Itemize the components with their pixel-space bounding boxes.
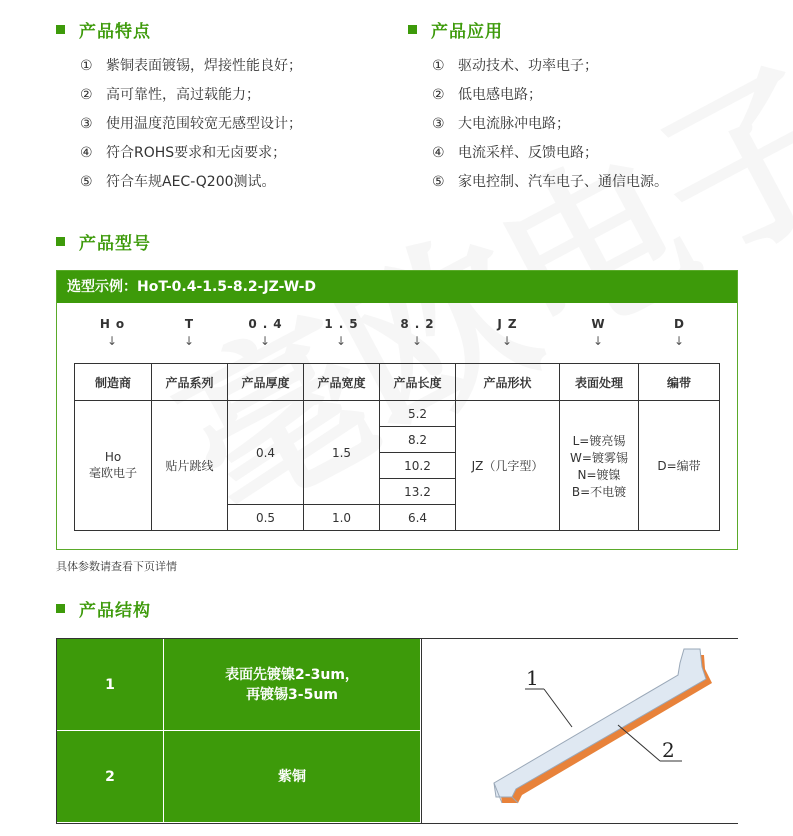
features-list <box>80 52 302 197</box>
width-cell: 1.5 <box>304 401 380 505</box>
section-marker-icon <box>56 604 65 613</box>
figure-label-2: 2 <box>662 738 675 762</box>
column-header: 制造商 <box>75 364 152 401</box>
section-marker-icon <box>56 237 65 246</box>
section-marker-icon <box>56 25 65 34</box>
column-header: 产品厚度 <box>228 364 304 401</box>
list-item: ① 紫铜表面镀锡，焊接性能良好； <box>80 58 302 74</box>
list-item: ③ 大电流脉冲电路； <box>432 116 570 132</box>
width-cell: 1.0 <box>304 505 380 531</box>
thickness-cell: 0.4 <box>228 401 304 505</box>
code-cell: JZ ↓ <box>477 316 537 349</box>
code-cell: 8.2 ↓ <box>387 316 447 349</box>
column-header: 产品形状 <box>456 364 560 401</box>
tape-cell: D=编带 <box>639 401 720 531</box>
model-section-title <box>56 229 151 253</box>
list-item: ② 高可靠性，高过载能力； <box>80 87 260 103</box>
column-header: 编带 <box>639 364 720 401</box>
jumper-diagram <box>422 639 739 823</box>
model-title-text: 产品型号 <box>79 233 151 254</box>
list-item: ⑤ 家电控制、汽车电子、通信电源。 <box>432 174 668 190</box>
model-code-row <box>0 316 793 356</box>
features-title-text: 产品特点 <box>79 21 151 42</box>
code-cell: Ho ↓ <box>82 316 142 349</box>
list-item: ② 低电感电路； <box>432 87 542 103</box>
arrow-down-icon: ↓ <box>501 334 513 348</box>
structure-section-title <box>56 596 151 620</box>
shape-cell: JZ（几字型） <box>456 401 560 531</box>
arrow-down-icon: ↓ <box>592 334 604 348</box>
table-header-row <box>75 364 720 401</box>
features-section-title <box>56 17 151 41</box>
model-table <box>74 363 720 531</box>
length-cell: 10.2 <box>380 453 456 479</box>
structure-num-cell: 2 <box>57 731 164 823</box>
structure-figure <box>421 639 738 823</box>
arrow-down-icon: ↓ <box>183 334 195 348</box>
maker-cell: Ho 毫欧电子 <box>75 401 152 531</box>
column-header: 产品长度 <box>380 364 456 401</box>
code-cell: 1.5 ↓ <box>311 316 371 349</box>
leader-line-2 <box>618 725 660 761</box>
table-row <box>75 401 720 427</box>
length-cell: 13.2 <box>380 479 456 505</box>
code-cell: D ↓ <box>649 316 709 349</box>
arrow-down-icon: ↓ <box>673 334 685 348</box>
thickness-cell: 0.5 <box>228 505 304 531</box>
arrow-down-icon: ↓ <box>106 334 118 348</box>
list-item: ④ 符合ROHS要求和无卤要求； <box>80 145 287 161</box>
list-item: ① 驱动技术、功率电子； <box>432 58 598 74</box>
series-cell: 贴片跳线 <box>152 401 228 531</box>
list-item: ④ 电流采样、反馈电路； <box>432 145 598 161</box>
applications-section-title <box>408 17 503 41</box>
structure-desc-cell: 表面先镀镍2-3um， 再镀锡3-5um <box>164 639 421 731</box>
column-header: 产品系列 <box>152 364 228 401</box>
column-header: 产品宽度 <box>304 364 380 401</box>
structure-table <box>56 638 738 824</box>
figure-label-1: 1 <box>526 666 539 690</box>
list-item: ⑤ 符合车规AEC-Q200测试。 <box>80 174 276 190</box>
code-cell: T ↓ <box>159 316 219 349</box>
arrow-down-icon: ↓ <box>259 334 271 348</box>
length-cell: 6.4 <box>380 505 456 531</box>
applications-list <box>432 52 668 197</box>
code-cell: 0.4 ↓ <box>235 316 295 349</box>
column-header: 表面处理 <box>560 364 639 401</box>
structure-num-cell: 1 <box>57 639 164 731</box>
model-example: 选型示例：HoT-0.4-1.5-8.2-JZ-W-D <box>57 271 737 303</box>
applications-title-text: 产品应用 <box>431 21 503 42</box>
structure-title-text: 产品结构 <box>79 600 151 621</box>
section-marker-icon <box>408 25 417 34</box>
note-text: 具体参数请查看下页详情 <box>56 560 177 573</box>
list-item: ③ 使用温度范围较宽无感型设计； <box>80 116 302 132</box>
length-cell: 5.2 <box>380 401 456 427</box>
surface-cell: L=镀亮锡 W=镀雾锡 N=镀镍 B=不电镀 <box>560 401 639 531</box>
code-cell: W ↓ <box>568 316 628 349</box>
arrow-down-icon: ↓ <box>335 334 347 348</box>
arrow-down-icon: ↓ <box>411 334 423 348</box>
structure-desc-cell: 紫铜 <box>164 731 421 823</box>
length-cell: 8.2 <box>380 427 456 453</box>
leader-line-1 <box>544 689 572 727</box>
